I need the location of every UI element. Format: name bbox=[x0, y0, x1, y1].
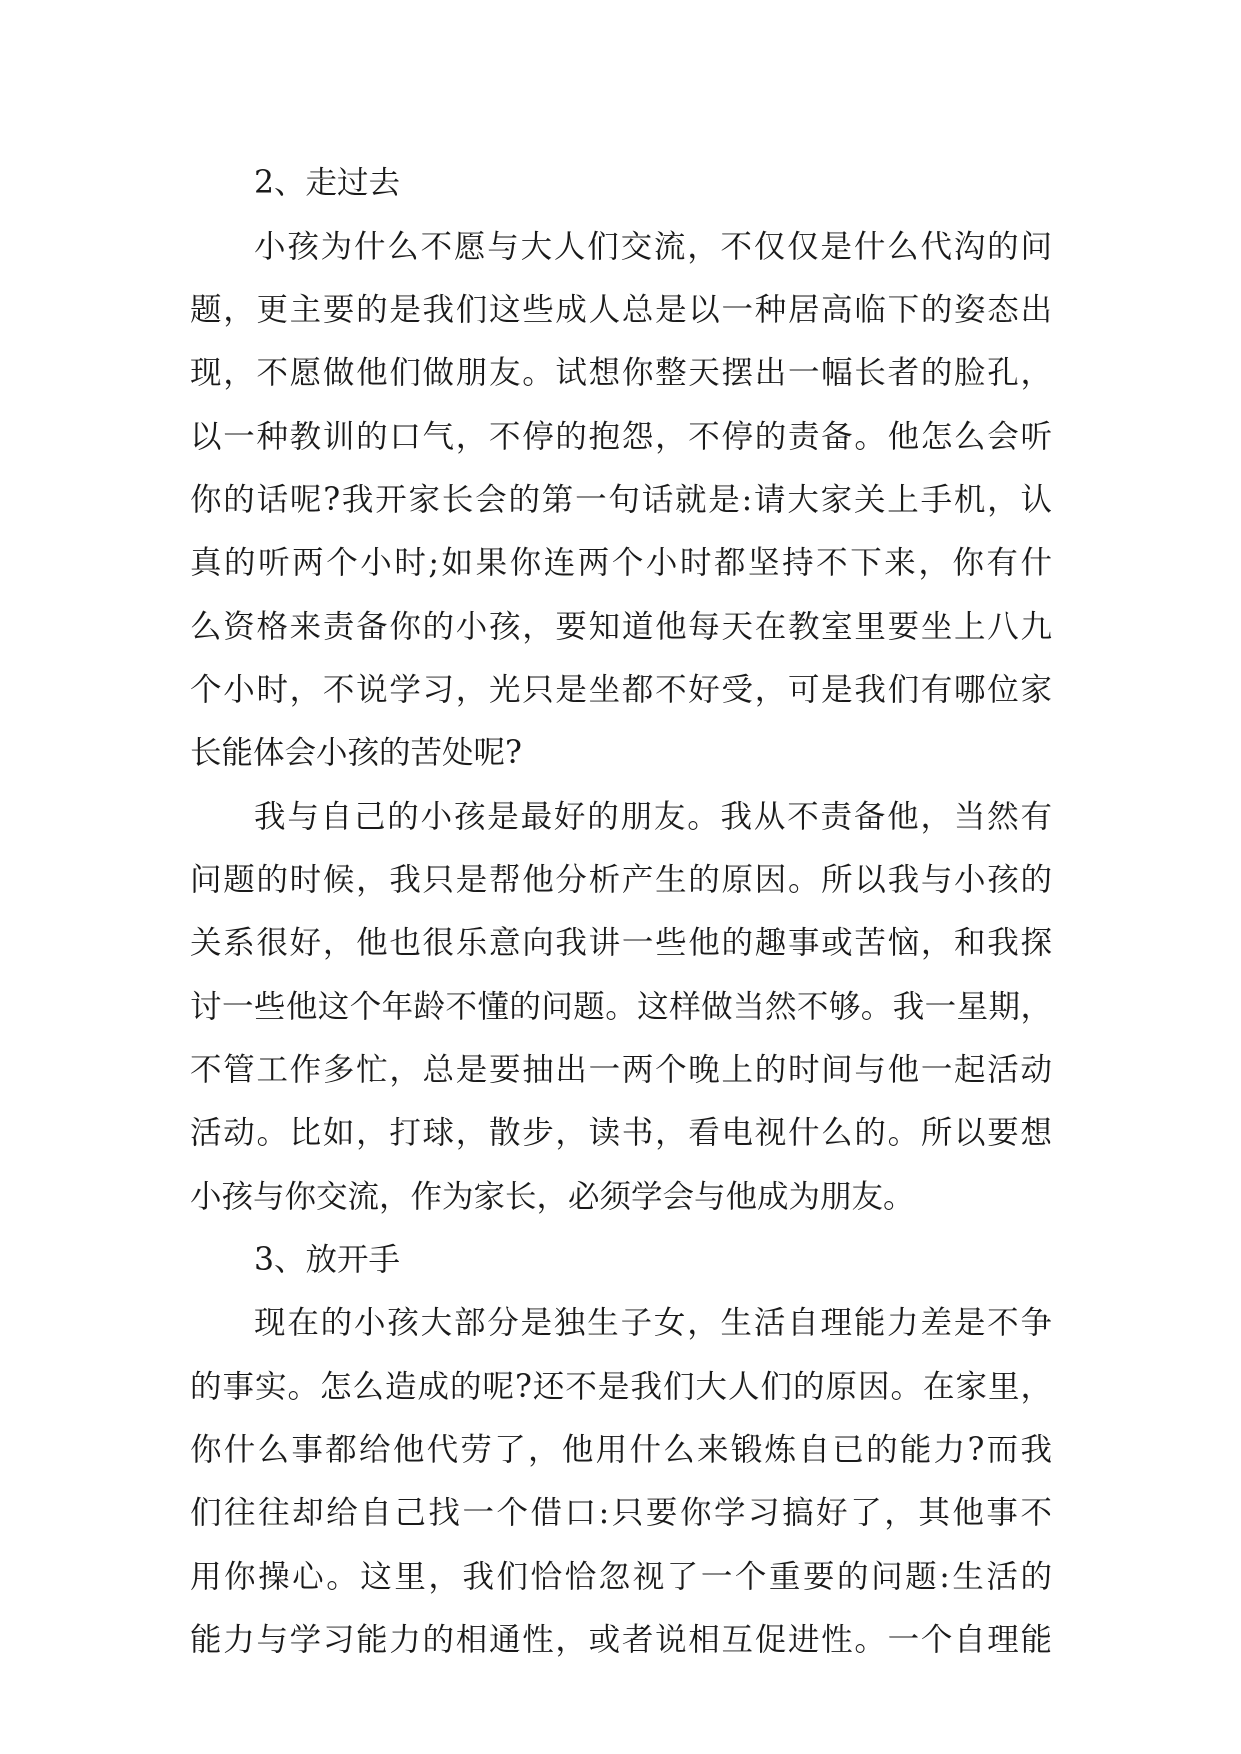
text-line: 用你操心。这里，我们恰恰忽视了一个重要的问题:生活的 bbox=[190, 1559, 1052, 1595]
text-line: 的事实。怎么造成的呢?还不是我们大人们的原因。在家里， bbox=[190, 1369, 1052, 1405]
text-line: 能力与学习能力的相通性，或者说相互促进性。一个自理能 bbox=[190, 1622, 1052, 1658]
text-line: 讨一些他这个年龄不懂的问题。这样做当然不够。我一星期， bbox=[190, 989, 1052, 1025]
text-line: 问题的时候，我只是帮他分析产生的原因。所以我与小孩的 bbox=[190, 862, 1052, 898]
text-line: 活动。比如，打球，散步，读书，看电视什么的。所以要想 bbox=[190, 1115, 1052, 1151]
text-line: 小孩为什么不愿与大人们交流，不仅仅是什么代沟的问 bbox=[254, 229, 1052, 265]
text-line: 现在的小孩大部分是独生子女，生活自理能力差是不争 bbox=[254, 1305, 1052, 1341]
text-line: 题，更主要的是我们这些成人总是以一种居高临下的姿态出 bbox=[190, 292, 1052, 328]
section-heading-3: 3、放开手 bbox=[254, 1242, 401, 1278]
text-line: 以一种教训的口气，不停的抱怨，不停的责备。他怎么会听 bbox=[190, 419, 1052, 455]
text-line: 们往往却给自己找一个借口:只要你学习搞好了，其他事不 bbox=[190, 1495, 1052, 1531]
text-line: 个小时，不说学习，光只是坐都不好受，可是我们有哪位家 bbox=[190, 672, 1052, 708]
text-line: 不管工作多忙，总是要抽出一两个晚上的时间与他一起活动 bbox=[190, 1052, 1052, 1088]
text-line: 小孩与你交流，作为家长，必须学会与他成为朋友。 bbox=[190, 1179, 915, 1215]
text-line: 么资格来责备你的小孩，要知道他每天在教室里要坐上八九 bbox=[190, 609, 1052, 645]
section-heading-2: 2、走过去 bbox=[254, 165, 401, 201]
text-line: 真的听两个小时;如果你连两个小时都坚持不下来，你有什 bbox=[190, 545, 1052, 581]
text-line: 你的话呢?我开家长会的第一句话就是:请大家关上手机，认 bbox=[190, 482, 1052, 518]
text-line: 你什么事都给他代劳了，他用什么来锻炼自已的能力?而我 bbox=[190, 1432, 1052, 1468]
text-line: 长能体会小孩的苦处呢? bbox=[190, 735, 522, 771]
text-line: 现，不愿做他们做朋友。试想你整天摆出一幅长者的脸孔， bbox=[190, 355, 1052, 391]
text-line: 我与自己的小孩是最好的朋友。我从不责备他，当然有 bbox=[254, 799, 1052, 835]
text-line: 关系很好，他也很乐意向我讲一些他的趣事或苦恼，和我探 bbox=[190, 925, 1052, 961]
